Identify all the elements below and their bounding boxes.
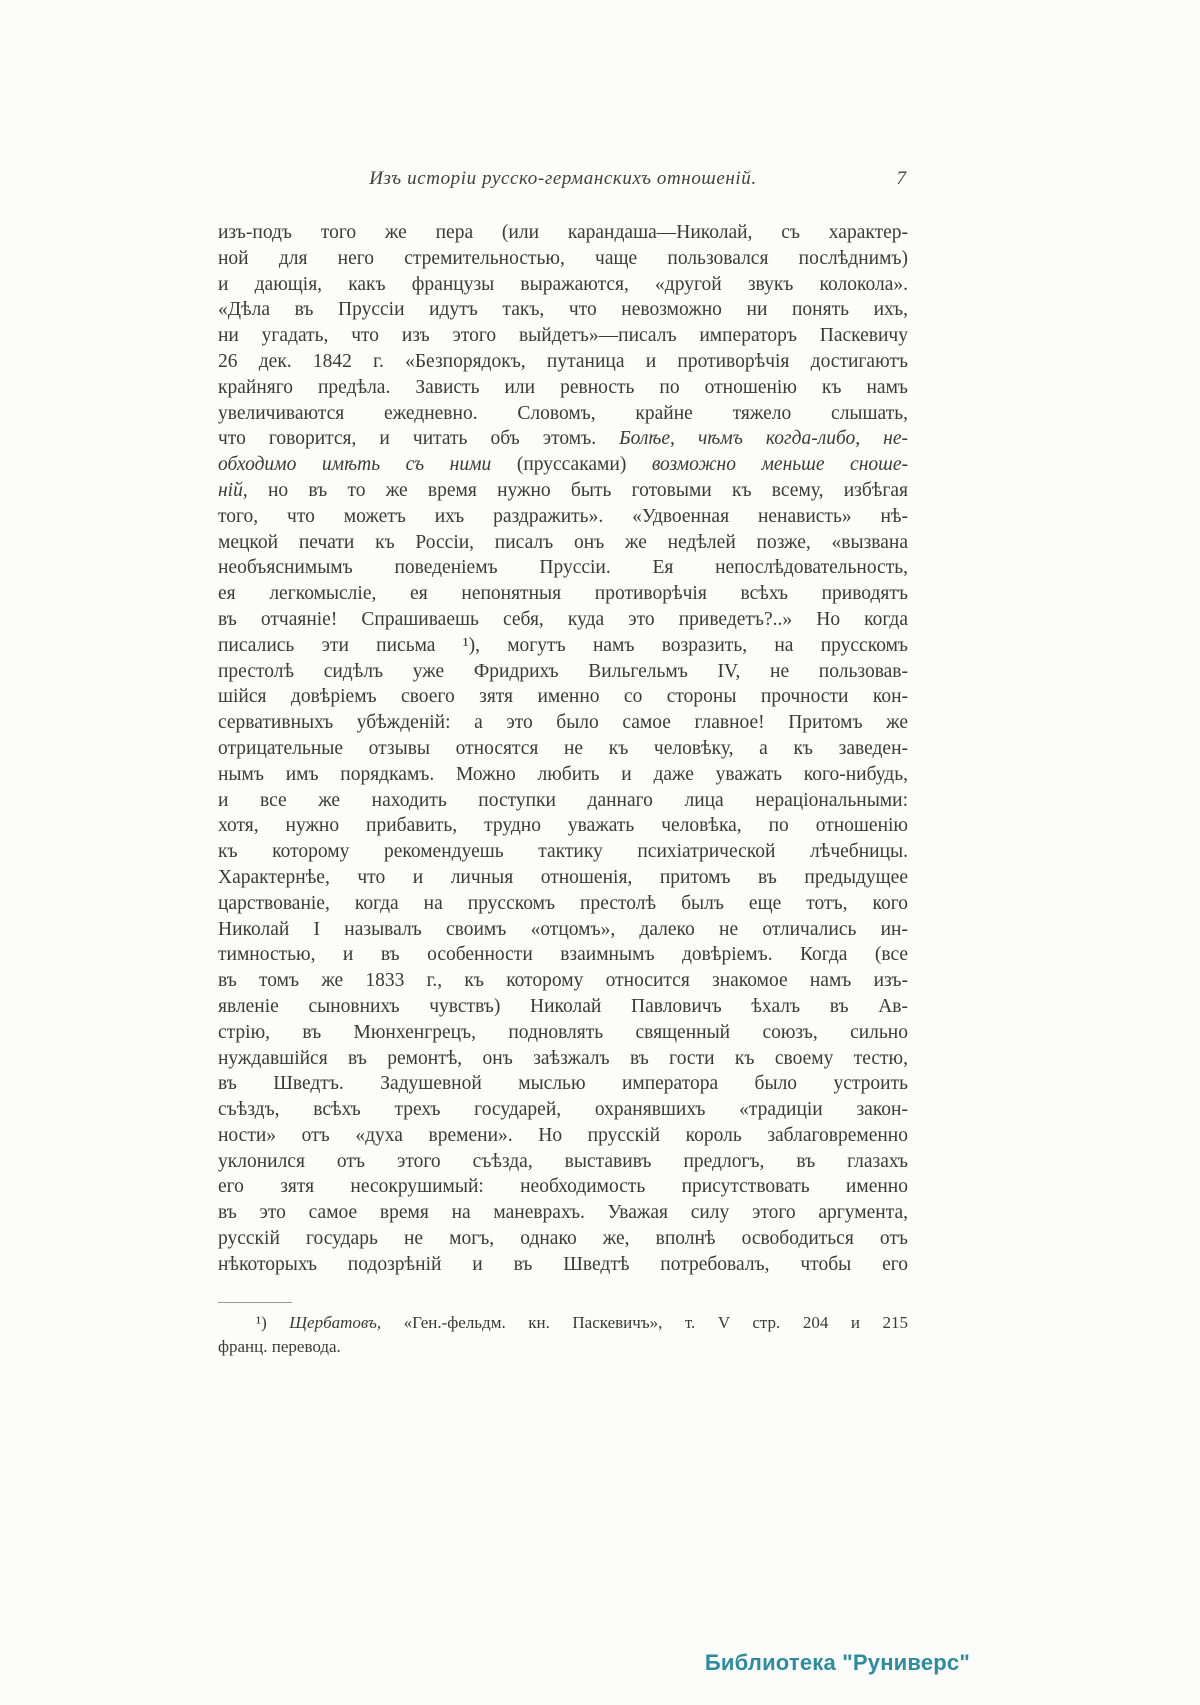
text-line — [218, 1123, 908, 1149]
text-line — [218, 942, 908, 968]
text-segment: въ отчаяніе! Спрашиваешь себя, куда это приведетъ?..» Но когда — [218, 608, 908, 630]
text-segment: въ томъ же 1833 г., къ которому относится знакомое намъ изъ- — [218, 970, 908, 992]
text-segment: въ это самое время на маневрахъ. Уважая силу этого аргумента, — [218, 1202, 908, 1224]
text-line — [218, 1226, 908, 1252]
text-line — [218, 297, 908, 323]
text-segment: но въ то же время нужно быть готовыми къ всему, избѣгая — [247, 479, 908, 501]
text-line — [218, 1311, 908, 1335]
text-line — [218, 349, 908, 375]
text-line — [218, 633, 908, 659]
italic-text-segment: возможно меньше сноше- — [626, 454, 908, 476]
page-header — [218, 168, 908, 198]
text-segment: сервативныхъ убѣжденій: а это было самое главное! Притомъ же — [218, 712, 908, 734]
text-line — [218, 452, 908, 478]
text-line — [218, 426, 908, 452]
page-number: 7 — [896, 168, 906, 189]
text-line — [218, 1335, 908, 1359]
text-segment: Николай I называлъ своимъ «отцомъ», далеко не отличались ин- — [218, 918, 908, 940]
running-title: Изъ исторіи русско-германскихъ отношеній. — [369, 168, 757, 189]
text-segment: хотя, нужно прибавить, трудно уважать человѣка, по отношенію — [218, 815, 908, 837]
text-segment: ной для него стремительностью, чаще пользовался послѣднимъ) — [218, 247, 908, 269]
text-line — [218, 246, 908, 272]
text-segment: царствованіе, когда на прусскомъ престолѣ былъ еще тотъ, кого — [218, 892, 908, 914]
text-line — [218, 891, 908, 917]
text-line — [218, 555, 908, 581]
text-line — [218, 839, 908, 865]
text-line — [218, 813, 908, 839]
text-segment: престолѣ сидѣлъ уже Фридрихъ Вильгельмъ IV, не пользовав- — [218, 660, 908, 682]
text-line — [218, 220, 908, 246]
text-segment: изъ-подъ того же пера (или карандаша—Николай, съ характер- — [218, 222, 908, 243]
text-line — [218, 736, 908, 762]
text-segment: того, что можетъ ихъ раздражить». «Удвоенная ненависть» нѣ- — [218, 505, 908, 527]
text-line — [218, 272, 908, 298]
text-line — [218, 684, 908, 710]
library-watermark: Библиотека "Руниверс" — [704, 1650, 970, 1675]
text-segment: «Ген.-фельдм. кн. Паскевичъ», т. V стр. 204 и 215 — [381, 1313, 908, 1333]
text-segment: ея легкомысліе, ея непонятныя противорѣчія всѣхъ приводятъ — [218, 583, 908, 605]
text-line — [218, 762, 908, 788]
text-segment: уклонился отъ этого съѣзда, выставивъ предлогъ, въ глазахъ — [218, 1150, 908, 1172]
body-text — [218, 220, 908, 1278]
text-line — [218, 917, 908, 943]
text-line — [218, 607, 908, 633]
text-segment: Характернѣе, что и личныя отношенія, притомъ въ предыдущее — [218, 866, 908, 888]
text-segment: «Дѣла въ Пруссіи идутъ такъ, что невозможно ни понять ихъ, — [218, 299, 908, 321]
text-segment: (пруссаками) — [516, 454, 627, 476]
text-segment: необъяснимымъ поведеніемъ Пруссіи. Ея непослѣдовательность, — [218, 557, 908, 579]
text-segment: стрію, въ Мюнхенгрецъ, подновлять священный союзъ, сильно — [218, 1021, 908, 1043]
text-segment: нуждавшійся въ ремонтѣ, онъ заѣзжалъ въ гости къ своему тестю, — [218, 1047, 908, 1069]
text-line — [218, 865, 908, 891]
text-segment: писались эти письма ¹), могутъ намъ возразить, на прусскомъ — [218, 634, 908, 656]
text-line — [218, 581, 908, 607]
text-line — [218, 375, 908, 401]
text-segment: нѣкоторыхъ подозрѣній и въ Шведтѣ потребовалъ, чтобы его — [218, 1253, 908, 1275]
text-line — [218, 1097, 908, 1123]
text-segment: ности» отъ «духа времени». Но прусскій король заблаговременно — [218, 1124, 908, 1146]
footnote — [218, 1311, 908, 1358]
footnote-separator — [218, 1302, 292, 1304]
text-segment: съѣздъ, всѣхъ трехъ государей, охранявшихъ «традиціи закон- — [218, 1099, 908, 1121]
text-segment: ¹) — [256, 1313, 290, 1333]
text-segment: мецкой печати къ Россіи, писалъ онъ же недѣлей позже, «вызвана — [218, 531, 908, 553]
italic-text-segment: обходимо имѣть съ ними — [218, 454, 517, 476]
text-segment: ни угадать, что изъ этого выйдетъ»—писалъ императоръ Паскевичу — [218, 325, 908, 347]
text-line — [218, 994, 908, 1020]
text-line — [218, 1071, 908, 1097]
text-line — [218, 968, 908, 994]
italic-text-segment: Щербатовъ, — [289, 1313, 382, 1333]
text-segment: 26 дек. 1842 г. «Безпорядокъ, путаница и противорѣчія достигаютъ — [218, 350, 908, 372]
text-line — [218, 530, 908, 556]
text-segment: русскій государь не могъ, однако же, вполнѣ освободиться отъ — [218, 1228, 908, 1250]
text-segment: франц. перевода. — [218, 1336, 341, 1356]
text-line — [218, 1252, 908, 1278]
text-segment: къ которому рекомендуешь тактику психіатрической лѣчебницы. — [218, 841, 908, 863]
text-segment: въ Шведтъ. Задушевной мыслью императора было устроить — [218, 1073, 908, 1095]
italic-text-segment: Болѣе, чѣмъ когда-либо, не- — [619, 428, 908, 450]
text-segment: шійся довѣріемъ своего зятя именно со стороны прочности кон- — [218, 686, 908, 708]
text-line — [218, 659, 908, 685]
text-line — [218, 1046, 908, 1072]
italic-text-segment: ній, — [218, 479, 248, 501]
text-line — [218, 401, 908, 427]
text-line — [218, 478, 908, 504]
text-segment: тимностью, и въ особенности взаимнымъ довѣріемъ. Когда (все — [218, 944, 908, 966]
text-segment: его зятя несокрушимый: необходимость присутствовать именно — [218, 1176, 908, 1198]
text-segment: и дающія, какъ французы выражаются, «другой звукъ колокола». — [218, 273, 908, 295]
text-segment: нымъ имъ порядкамъ. Можно любить и даже уважать кого-нибудь, — [218, 763, 908, 785]
text-segment: увеличиваются ежедневно. Словомъ, крайне тяжело слышать, — [218, 402, 908, 424]
text-segment: явленіе сыновнихъ чувствъ) Николай Павловичъ ѣхалъ въ Ав- — [218, 995, 908, 1017]
text-segment: что говорится, и читать объ этомъ. — [218, 428, 620, 450]
scanned-page — [218, 168, 908, 1358]
text-line — [218, 710, 908, 736]
text-segment: крайняго предѣла. Зависть или ревность по отношенію къ намъ — [218, 376, 908, 398]
text-line — [218, 504, 908, 530]
text-line — [218, 323, 908, 349]
text-line — [218, 1174, 908, 1200]
text-line — [218, 1149, 908, 1175]
text-line — [218, 1020, 908, 1046]
text-segment: и все же находить поступки даннаго лица нераціональными: — [218, 789, 908, 811]
text-line — [218, 788, 908, 814]
text-segment: отрицательные отзывы относятся не къ человѣку, а къ заведен- — [218, 737, 908, 759]
text-line — [218, 1200, 908, 1226]
